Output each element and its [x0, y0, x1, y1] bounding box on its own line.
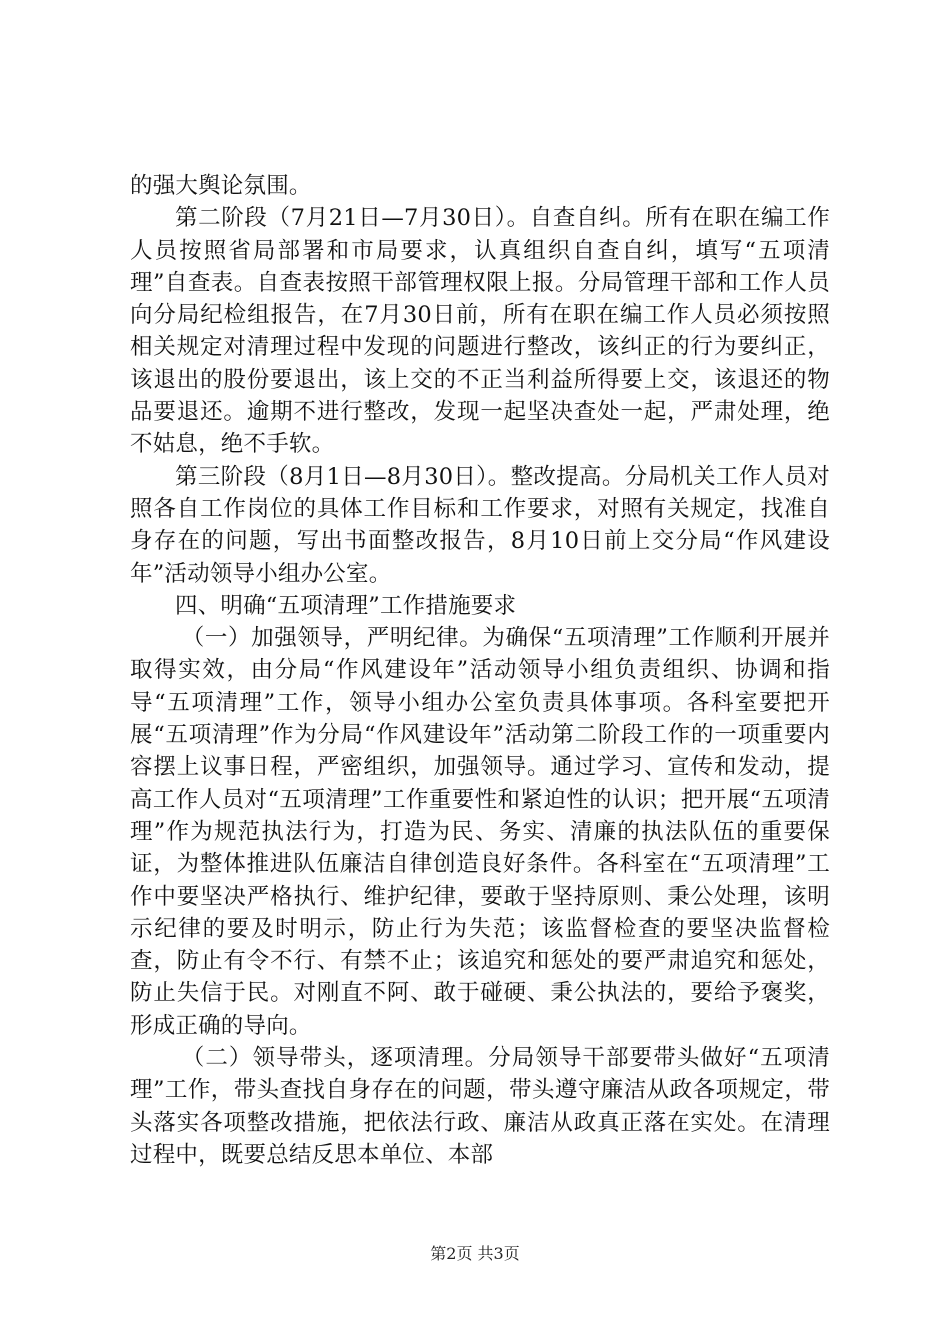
section-heading-four: 四、明确“五项清理”工作措施要求: [175, 592, 517, 619]
paragraph-stage-three: 第三阶段（8月1日—8月30日）。整改提高。分局机关工作人员对照各自工作岗位的具体工作目标和工作要求，对照有关规定，找准自身存在的问题，写出书面整改报告，8月10日前上交分局“作风建设年”活动领导小组办公室。: [130, 463, 830, 587]
paragraph-item-one: （一）加强领导，严明纪律。为确保“五项清理”工作顺利开展并取得实效，由分局“作风建设年”活动领导小组负责组织、协调和指导“五项清理”工作，领导小组办公室负责具体事项。各科室要把开展“五项清理”作为分局“作风建设年”活动第二阶段工作的一项重要内容摆上议事日程，严密组织，加强领导。通过学习、宣传和发动，提高工作人员对“五项清理”工作重要性和紧迫性的认识；把开展“五项清理”作为规范执法行为，打造为民、务实、清廉的执法队伍的重要保证，为整体推进队伍廉洁自律创造良好条件。各科室在“五项清理”工作中要坚决严格执行、维护纪律，要敢于坚持原则、秉公处理，该明示纪律的要及时明示，防止行为失范；该监督检查的要坚决监督检查，防止有令不行、有禁不止；该追究和惩处的要严肃追究和惩处，防止失信于民。对刚直不阿、敢于碰硬、秉公执法的，要给予褒奖，形成正确的导向。: [130, 625, 830, 1039]
paragraph-stage-two: 第二阶段（7月21日—7月30日）。自查自纠。所有在职在编工作人员按照省局部署和市局要求，认真组织自查自纠，填写“五项清理”自查表。自查表按照干部管理权限上报。分局管理干部和工作人员向分局纪检组报告，在7月30日前，所有在职在编工作人员必须按照相关规定对清理过程中发现的问题进行整改，该纠正的行为要纠正，该退出的股份要退出，该上交的不正当利益所得要上交，该退还的物品要退还。逾期不进行整改，发现一起坚决查处一起，严肃处理，绝不姑息，绝不手软。: [130, 205, 830, 458]
paragraph-continuation: 的强大舆论氛围。: [130, 173, 312, 199]
paragraph-item-two: （二）领导带头，逐项清理。分局领导干部要带头做好“五项清理”工作，带头查找自身存在的问题，带头遵守廉洁从政各项规定，带头落实各项整改措施，把依法行政、廉洁从政真正落在实处。在清理过程中，既要总结反思本单位、本部: [130, 1045, 830, 1168]
page-footer: 第2页 共3页: [430, 1244, 520, 1263]
document-body: [130, 170, 830, 1171]
